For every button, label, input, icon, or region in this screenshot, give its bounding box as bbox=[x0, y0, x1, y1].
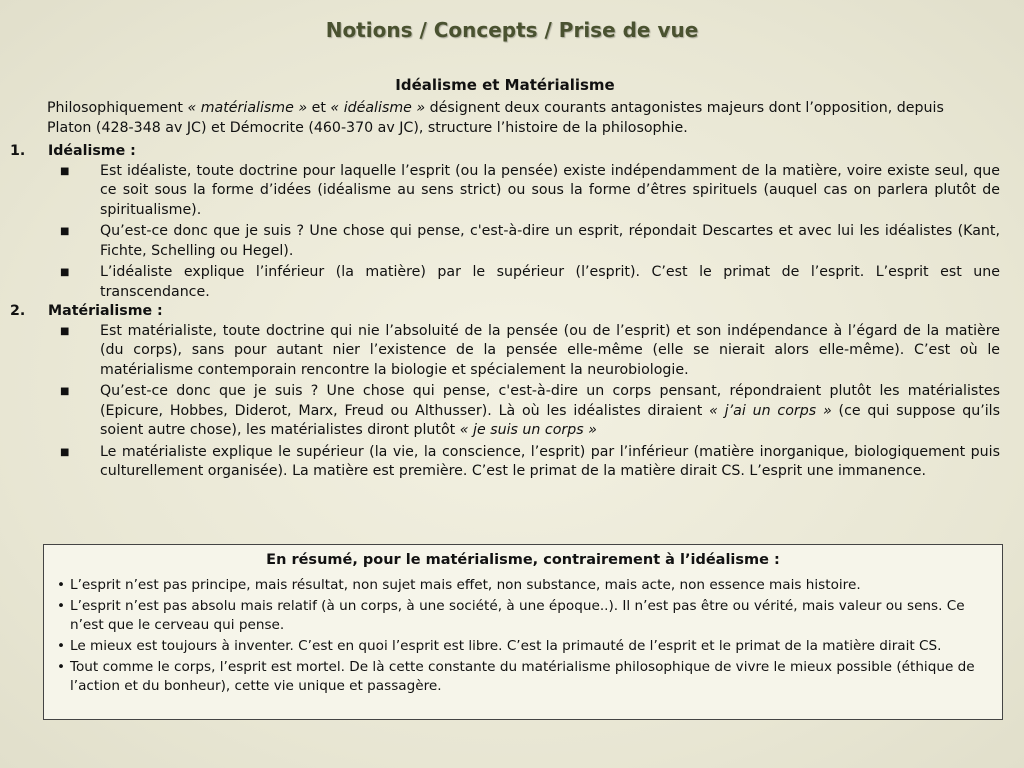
bullet-dot-icon: • bbox=[57, 577, 66, 593]
square-bullet-icon: ■ bbox=[60, 226, 70, 237]
bullet-text: Est matérialiste, toute doctrine qui nie l’absoluité de la pensée (ou de l’esprit) et son indépendance à l’égard de la matière (du corps), sans pour autant nier l’existence de la pensée elle-même (elle se nierait alors elle-même). C’est où le matérialisme contemporain rencontre la biologie et spécialement la neurobiologie. bbox=[100, 322, 1000, 378]
bullet-item bbox=[10, 322, 1000, 381]
bullet-dot-icon: • bbox=[57, 659, 66, 675]
bullet-item bbox=[10, 382, 1000, 441]
summary-text: L’esprit n’est pas principe, mais résultat, non sujet mais effet, non substance, mais acte, non essence mais histoire. bbox=[70, 577, 861, 593]
intro-text-1: Philosophiquement bbox=[47, 100, 188, 116]
summary-box bbox=[43, 544, 1003, 720]
square-bullet-icon: ■ bbox=[60, 165, 70, 177]
bullet-dot-icon: • bbox=[57, 638, 66, 654]
bullet-item bbox=[10, 222, 1000, 261]
section-materialisme bbox=[10, 302, 1000, 484]
intro-quote-idealisme: « idéalisme » bbox=[330, 100, 426, 116]
intro-quote-materialisme: « matérialisme » bbox=[187, 100, 308, 116]
intro-text-3: désignent deux courants antagonistes majeurs dont l’opposition, depuis Platon (428-348 av JC) et Démocrite (460-370 av JC), structure l’histoire de la philosophie. bbox=[47, 100, 944, 136]
bullet-item bbox=[10, 443, 1000, 482]
bullet-quote: « j’ai un corps » bbox=[709, 402, 832, 419]
section-number: 1. bbox=[10, 143, 26, 159]
summary-text: Le mieux est toujours à inventer. C’est en quoi l’esprit est libre. C’est la primauté de l’esprit et le primat de la matière dirait CS. bbox=[70, 638, 942, 654]
summary-item bbox=[54, 637, 992, 656]
summary-text: L’esprit n’est pas absolu mais relatif (à un corps, à une société, à une époque..). Il n’est pas être ou vérité, mais valeur ou sens. Ce n’est que le cerveau qui pense. bbox=[70, 598, 965, 633]
section-title: Matérialisme : bbox=[48, 303, 163, 319]
page-title: Notions / Concepts / Prise de vue bbox=[325, 18, 699, 42]
summary-list bbox=[54, 576, 992, 696]
bullet-text: Qu’est-ce donc que je suis ? Une chose qui pense, c'est-à-dire un esprit, répondait Descartes et avec lui les idéalistes (Kant, Fichte, Schelling ou Hegel). bbox=[100, 223, 1000, 259]
bullet-list bbox=[10, 322, 1000, 482]
bullet-text: L’idéaliste explique l’inférieur (la matière) par le supérieur (l’esprit). C’est le primat de l’esprit. L’esprit est une transcendance. bbox=[100, 264, 1000, 300]
bullet-dot-icon: • bbox=[57, 598, 66, 614]
summary-title: En résumé, pour le matérialisme, contrairement à l’idéalisme : bbox=[266, 552, 780, 568]
summary-item bbox=[54, 597, 992, 635]
bullet-item bbox=[10, 263, 1000, 302]
section-title: Idéalisme : bbox=[48, 143, 136, 159]
bullet-quote: « je suis un corps » bbox=[459, 422, 597, 438]
section-subtitle: Idéalisme et Matérialisme bbox=[395, 76, 615, 94]
square-bullet-icon: ■ bbox=[60, 386, 70, 397]
section-heading bbox=[10, 142, 1000, 162]
square-bullet-icon: ■ bbox=[60, 325, 70, 337]
bullet-text: Est idéaliste, toute doctrine pour laquelle l’esprit (ou la pensée) existe indépendamment de la matière, voire existe seul, que ce soit sous la forme d’idées (idéalisme au sens strict) ou sous la forme d’êtres spirituels (auquel cas on parlera plutôt de spiritualisme). bbox=[100, 162, 1000, 218]
bullet-item bbox=[10, 162, 1000, 221]
section-number: 2. bbox=[10, 303, 26, 319]
bullet-list bbox=[10, 162, 1000, 303]
square-bullet-icon: ■ bbox=[60, 267, 70, 278]
square-bullet-icon: ■ bbox=[60, 446, 70, 458]
section-idealisme bbox=[10, 142, 1000, 304]
intro-text-2: et bbox=[307, 100, 331, 116]
bullet-text: (ce qui suppose qu’ils soient autre chose), les matérialistes diront plutôt bbox=[100, 402, 1000, 438]
intro-paragraph bbox=[47, 99, 987, 138]
bullet-text: Qu’est-ce donc que je suis ? Une chose qui pense, c'est-à-dire un corps pensant, répondraient plutôt les matérialistes (Epicure, Hobbes, Diderot, Marx, Freud ou Althusser). Là où les idéalistes diraient bbox=[100, 383, 1000, 419]
summary-item bbox=[54, 658, 992, 696]
summary-item bbox=[54, 576, 992, 595]
bullet-text: Le matérialiste explique le supérieur (la vie, la conscience, l’esprit) par l’inférieur (matière inorganique, biologiquement puis culturellement organisée). La matière est première. C’est le primat de la matière dirait CS. L’esprit une immanence. bbox=[100, 443, 1000, 479]
section-heading bbox=[10, 302, 1000, 322]
summary-text: Tout comme le corps, l’esprit est mortel. De là cette constante du matérialisme philosophique de vivre le mieux possible (éthique de l’action et du bonheur), cette vie unique et passagère. bbox=[70, 659, 975, 694]
